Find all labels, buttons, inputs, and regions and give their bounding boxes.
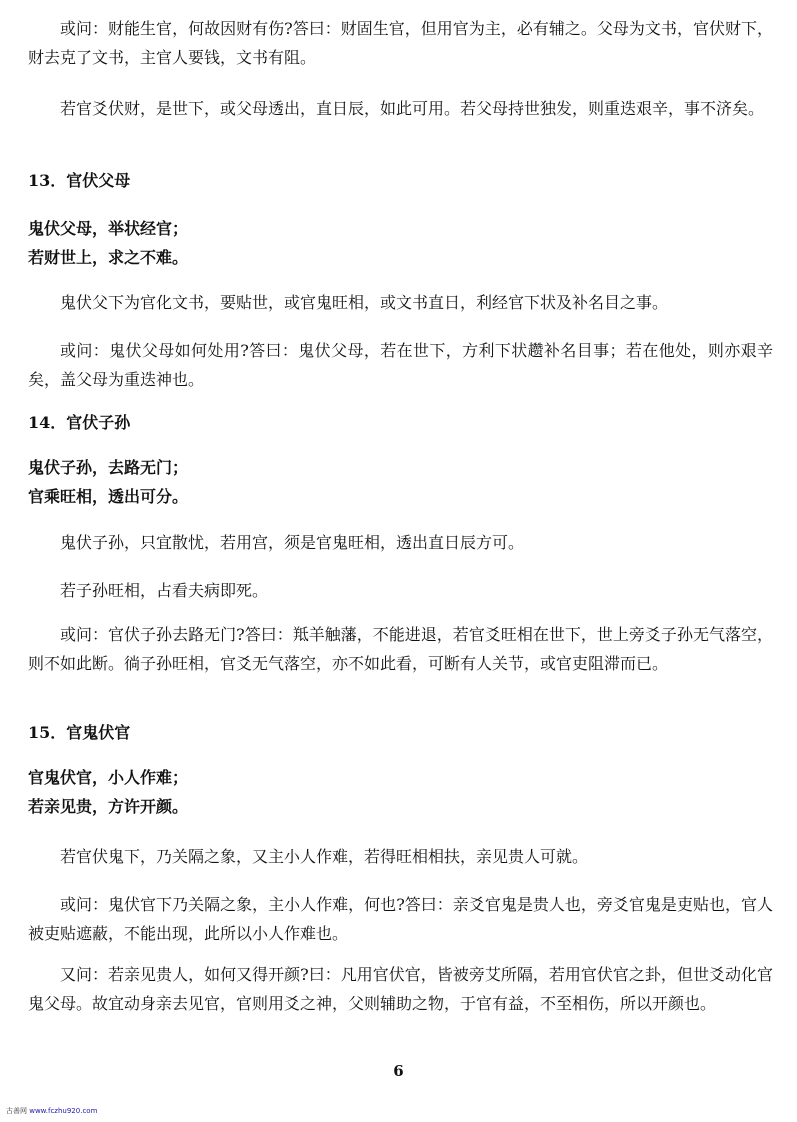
verse-line: 官乘旺相，透出可分。 (28, 487, 189, 506)
footer-site-name: 古善网 (6, 1107, 27, 1115)
verse (28, 453, 773, 511)
verse-line: 若财世上，求之不难。 (28, 248, 189, 267)
verse (28, 763, 773, 821)
paragraph: 或问：鬼伏官下乃关隔之象，主小人作难，何也?答曰：亲爻官鬼是贵人也，旁爻官鬼是吏贴也，官人被吏贴遮蔽，不能出现，此所以小人作难也。 (28, 895, 773, 943)
verse-line: 鬼伏子孙，去路无门； (28, 458, 189, 477)
paragraph: 鬼伏子孙，只宜散忧，若用宫，须是官鬼旺相，透出直日辰方可。 (60, 533, 525, 552)
paragraph: 鬼伏父下为官化文书，要贴世，或官鬼旺相，或文书直日，利经官下状及补名目之事。 (60, 293, 669, 312)
verse-line: 鬼伏父母，举状经官； (28, 219, 189, 238)
verse-line: 若亲见贵，方许开颜。 (28, 797, 189, 816)
section-heading: 13．官伏父母 (28, 171, 131, 190)
section-heading: 14．官伏子孙 (28, 413, 131, 432)
verse-line: 官鬼伏官，小人作难； (28, 768, 189, 787)
paragraph: 或问：官伏子孙去路无门?答曰：羝羊触藩，不能进退，若官爻旺相在世下，世上旁爻子孙无气落空，则不如此断。徜子孙旺相，官爻无气落空，亦不如此看，可断有人关节，或官吏阻滞而已。 (28, 625, 773, 673)
paragraph: 或问：财能生官，何故因财有伤?答曰：财固生官，但用官为主，必有辅之。父母为文书，官伏财下，财去克了文书，主官人要钱，文书有阻。 (28, 19, 773, 67)
footer-url: www.fczhu920.com (29, 1107, 98, 1115)
paragraph: 若子孙旺相，占看夫病即死。 (60, 581, 269, 600)
paragraph: 若官爻伏财，是世下，或父母透出，直日辰，如此可用。若父母持世独发，则重迭艰辛，事不济矣。 (60, 99, 765, 118)
footer-watermark (6, 1106, 97, 1116)
page-number: 6 (393, 1062, 404, 1080)
section-heading: 15．官鬼伏官 (28, 723, 131, 742)
paragraph: 或问：鬼伏父母如何处用?答曰：鬼伏父母，若在世下，方利下状趱补名目事；若在他处，则亦艰辛矣，盖父母为重迭神也。 (28, 341, 773, 389)
verse (28, 214, 773, 272)
paragraph: 又问：若亲见贵人，如何又得开颜?曰：凡用官伏官，皆被旁艾所隔，若用官伏官之卦，但世爻动化官鬼父母。故宜动身亲去见官，官则用爻之神，父则辅助之物，于官有益，不至相伤，所以开颜也。 (28, 965, 773, 1013)
paragraph: 若官伏鬼下，乃关隔之象，又主小人作难，若得旺相相扶，亲见贵人可就。 (60, 847, 589, 866)
